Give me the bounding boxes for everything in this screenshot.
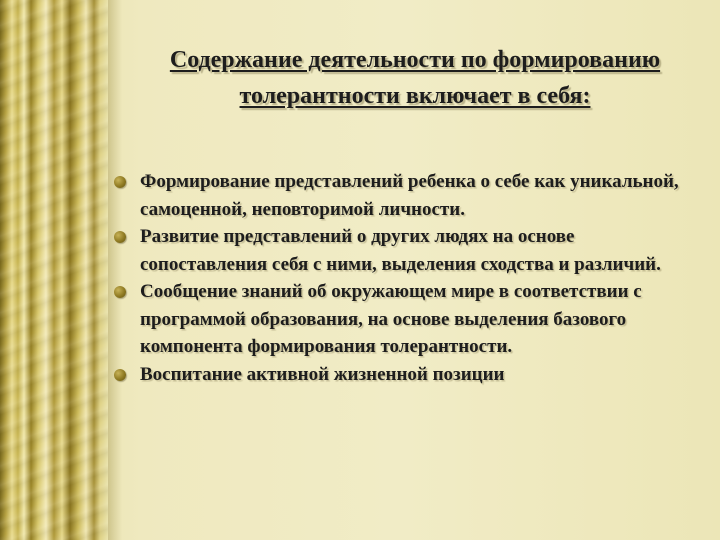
bullet-item xyxy=(112,168,702,223)
round-bullet-icon xyxy=(114,176,126,188)
bullet-item xyxy=(112,278,702,361)
bullet-text: Формирование представлений ребенка о себе как уникальной, самоценной, неповторимой личности. xyxy=(140,171,679,220)
round-bullet-icon xyxy=(114,369,126,381)
bullet-text: Воспитание активной жизненной позиции xyxy=(140,363,505,385)
bullet-item xyxy=(112,361,702,389)
bullet-list xyxy=(112,168,702,388)
bullet-text: Развитие представлений о других людях на основе сопоставления себя с ними, выделения сходства и различий. xyxy=(140,226,661,275)
bullet-item xyxy=(112,223,702,278)
bullet-text: Сообщение знаний об окружающем мире в соответствии с программой образования, на основе выделения базового компонента формирования толерантности. xyxy=(140,281,642,357)
round-bullet-icon xyxy=(114,231,126,243)
round-bullet-icon xyxy=(114,286,126,298)
slide-title: Содержание деятельности по формированию толерантности включает в себя: xyxy=(169,47,661,109)
decorative-left-band xyxy=(0,0,108,540)
